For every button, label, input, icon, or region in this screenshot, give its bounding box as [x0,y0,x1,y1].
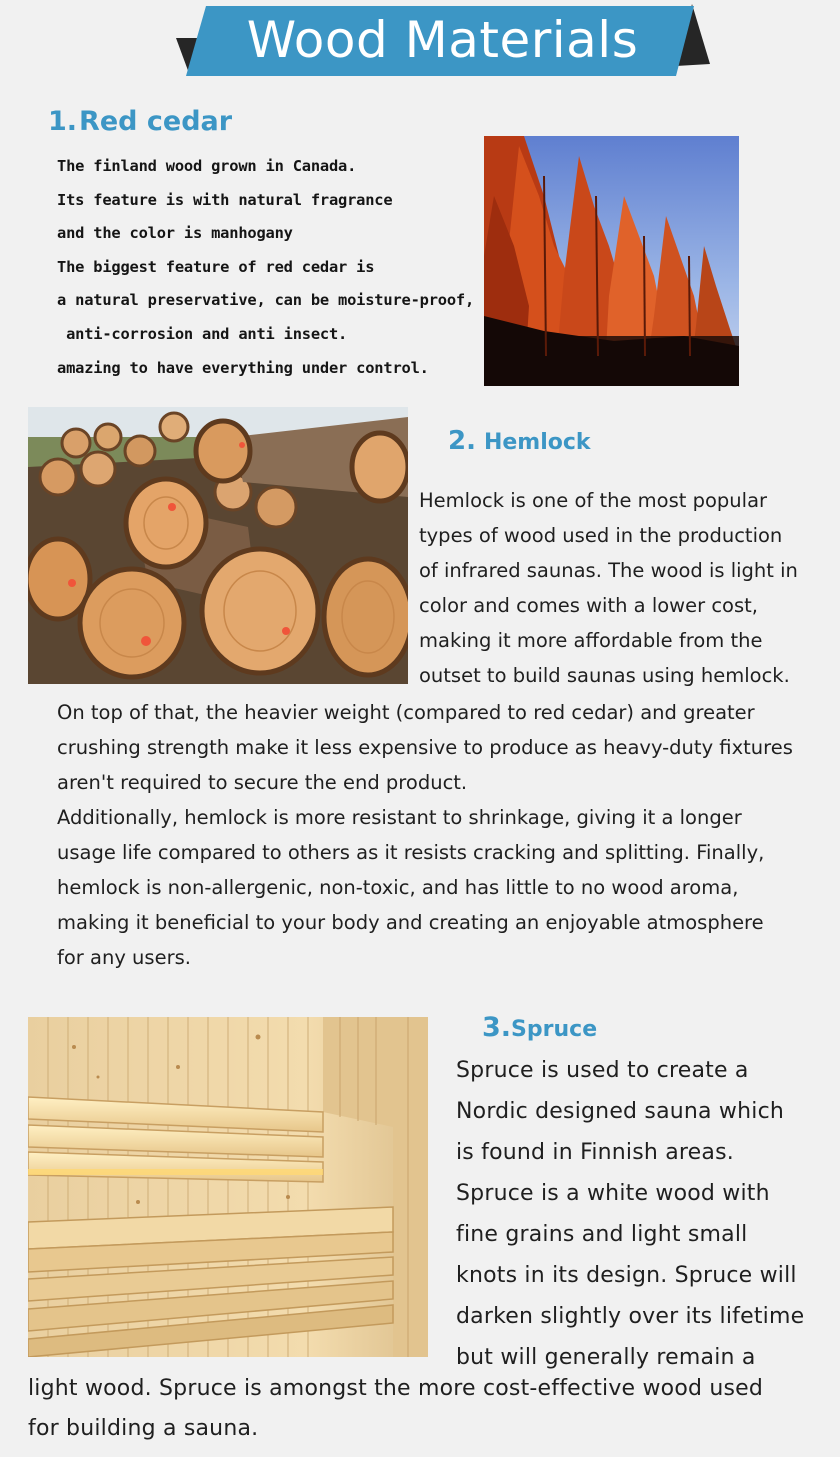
text-line: The biggest feature of red cedar is [57,257,375,276]
text-line: making it more affordable from the [419,629,763,652]
text-line: types of wood used in the production [419,524,783,547]
section-number: 1. [48,106,78,137]
text-line: for building a sauna. [28,1416,259,1441]
text-line: Its feature is with natural fragrance [57,190,393,209]
title-banner [0,0,840,90]
section-heading-hemlock [448,426,591,456]
text-line: knots in its design. Spruce will [456,1263,797,1288]
text-line: and the color is manhogany [57,224,293,243]
text-line: anti-corrosion and anti insect. [57,324,348,343]
text-line: color and comes with a lower cost, [419,594,758,617]
text-line: a natural preservative, can be moisture-proof, [57,291,475,310]
text-line: Additionally, hemlock is more resistant to shrinkage, giving it a longer [57,806,742,829]
text-line: aren't required to secure the end product. [57,771,468,794]
text-line: Hemlock is one of the most popular [419,489,768,512]
section-heading-red-cedar [48,106,232,137]
text-line: crushing strength make it less expensive to produce as heavy-duty fixtures [57,736,793,759]
text-line: Spruce is a white wood with [456,1181,770,1206]
text-line: outset to build saunas using hemlock. [419,664,790,687]
text-line: fine grains and light small [456,1222,748,1247]
text-line: darken slightly over its lifetime [456,1304,805,1329]
text-line: On top of that, the heavier weight (compared to red cedar) and greater [57,701,755,724]
section-number: 3. [482,1012,512,1043]
text-line: usage life compared to others as it resists cracking and splitting. Finally, [57,841,765,864]
text-line: Nordic designed sauna which [456,1099,785,1124]
text-line: hemlock is non-allergenic, non-toxic, and has little to no wood aroma, [57,876,739,899]
red-cedar-trees-photo [484,136,739,386]
text-line: Spruce is used to create a [456,1058,749,1083]
section-title: Red cedar [79,106,233,137]
text-line: amazing to have everything under control. [57,358,429,377]
hemlock-logs-photo [28,407,408,684]
text-line: but will generally remain a [456,1345,756,1370]
text-line: making it beneficial to your body and creating an enjoyable atmosphere [57,911,764,934]
red-cedar-description [57,150,477,385]
page-title: Wood Materials [246,11,639,69]
text-line: for any users. [57,946,191,969]
section-number: 2. [448,426,476,456]
text-line: light wood. Spruce is amongst the more cost-effective wood used [28,1376,764,1401]
section-title: Hemlock [483,430,591,455]
text-line: The finland wood grown in Canada. [57,157,357,175]
text-line: is found in Finnish areas. [456,1140,734,1165]
text-line: of infrared saunas. The wood is light in [419,559,798,582]
section-heading-spruce [482,1012,597,1043]
spruce-sauna-interior-photo [28,1017,428,1357]
section-title: Spruce [511,1017,598,1042]
